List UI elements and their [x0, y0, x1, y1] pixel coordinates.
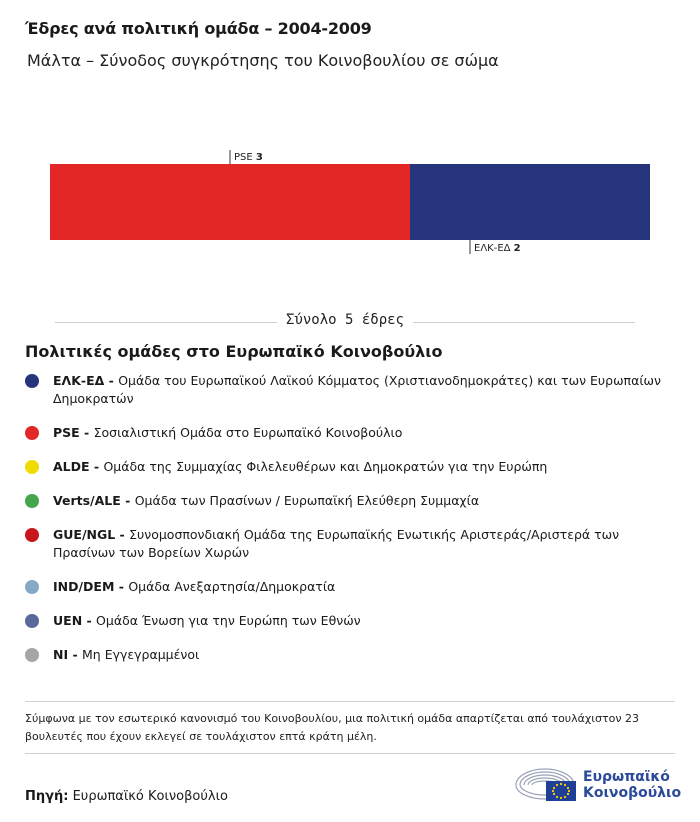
bar-segment-0: [50, 164, 410, 240]
legend-abbr: ΕΛΚ-ΕΔ -: [53, 373, 119, 388]
legend-color-dot-icon: [25, 648, 39, 662]
legend-description: Σοσιαλιστική Ομάδα στο Ευρωπαϊκό Κοινοβούλιο: [93, 425, 403, 440]
legend-abbr: IND/DEM -: [53, 579, 129, 594]
european-parliament-logo[interactable]: [512, 763, 682, 803]
bar-segment-1: [410, 164, 650, 240]
legend-description: Ομάδα των Πρασίνων / Ευρωπαϊκή Ελεύθερη Συμμαχία: [134, 493, 480, 508]
legend-abbr: NI -: [53, 647, 83, 662]
legend-description: Ομάδα Ένωση για την Ευρώπη των Εθνών: [96, 613, 361, 628]
legend-color-dot-icon: [25, 374, 39, 388]
total-seats-row: [55, 312, 635, 334]
legend-abbr: PSE -: [53, 425, 94, 440]
chart-title: Έδρες ανά πολιτική ομάδα – 2004-2009: [25, 19, 372, 38]
legend-description: Ομάδα Ανεξαρτησία/Δημοκρατία: [128, 579, 336, 594]
legend-color-dot-icon: [25, 614, 39, 628]
rules-note: Σύμφωνα με τον εσωτερικό κανονισμό του Κοινοβουλίου, μια πολιτική ομάδα απαρτίζεται από τουλάχιστον 23 βουλευτές που έχουν εκλεγεί σε τουλάχιστον επτά κράτη μέλη.: [25, 712, 639, 743]
logo-line-1: Ευρωπαϊκό: [583, 769, 670, 785]
legend-abbr: Verts/ALE -: [53, 493, 135, 508]
legend-abbr: ALDE -: [53, 459, 104, 474]
legend-title: Πολιτικές ομάδες στο Ευρωπαϊκό Κοινοβούλιο: [25, 342, 443, 361]
seats-bar-chart: [0, 140, 700, 265]
legend-color-dot-icon: [25, 528, 39, 542]
legend-color-dot-icon: [25, 426, 39, 440]
source-value: Ευρωπαϊκό Κοινοβούλιο: [72, 789, 228, 804]
data-label-segment-0: PSE 3: [234, 152, 263, 163]
parliament-emblem-icon: [512, 763, 578, 803]
legend-description: Μη Εγγεγραμμένοι: [82, 647, 200, 662]
legend-color-dot-icon: [25, 580, 39, 594]
source-line: [25, 789, 228, 804]
legend-description: Συνομοσπονδιακή Ομάδα της Ευρωπαϊκής Ενωτικής Αριστεράς/Αριστερά των Πρασίνων των Βορείων Χωρών: [53, 527, 620, 560]
legend-color-dot-icon: [25, 494, 39, 508]
note-divider-bottom: [25, 753, 675, 754]
legend-description: Ομάδα του Ευρωπαϊκού Λαϊκού Κόμματος (Χριστιανοδημοκράτες) και των Ευρωπαίων Δημοκρατών: [53, 373, 662, 406]
legend-abbr: GUE/NGL -: [53, 527, 130, 542]
source-label: Πηγή:: [25, 789, 69, 804]
legend-abbr: UEN -: [53, 613, 97, 628]
total-seats-label: Σύνολο 5 έδρες: [277, 312, 413, 328]
chart-subtitle: Μάλτα – Σύνοδος συγκρότησης του Κοινοβουλίου σε σώμα: [27, 51, 499, 70]
legend-description: Ομάδα της Συμμαχίας Φιλελευθέρων και Δημοκρατών για την Ευρώπη: [103, 459, 548, 474]
note-divider-top: [25, 701, 675, 702]
legend-color-dot-icon: [25, 460, 39, 474]
logo-line-2: Κοινοβούλιο: [583, 785, 682, 801]
data-label-segment-1: ΕΛΚ-ΕΔ 2: [474, 243, 521, 254]
